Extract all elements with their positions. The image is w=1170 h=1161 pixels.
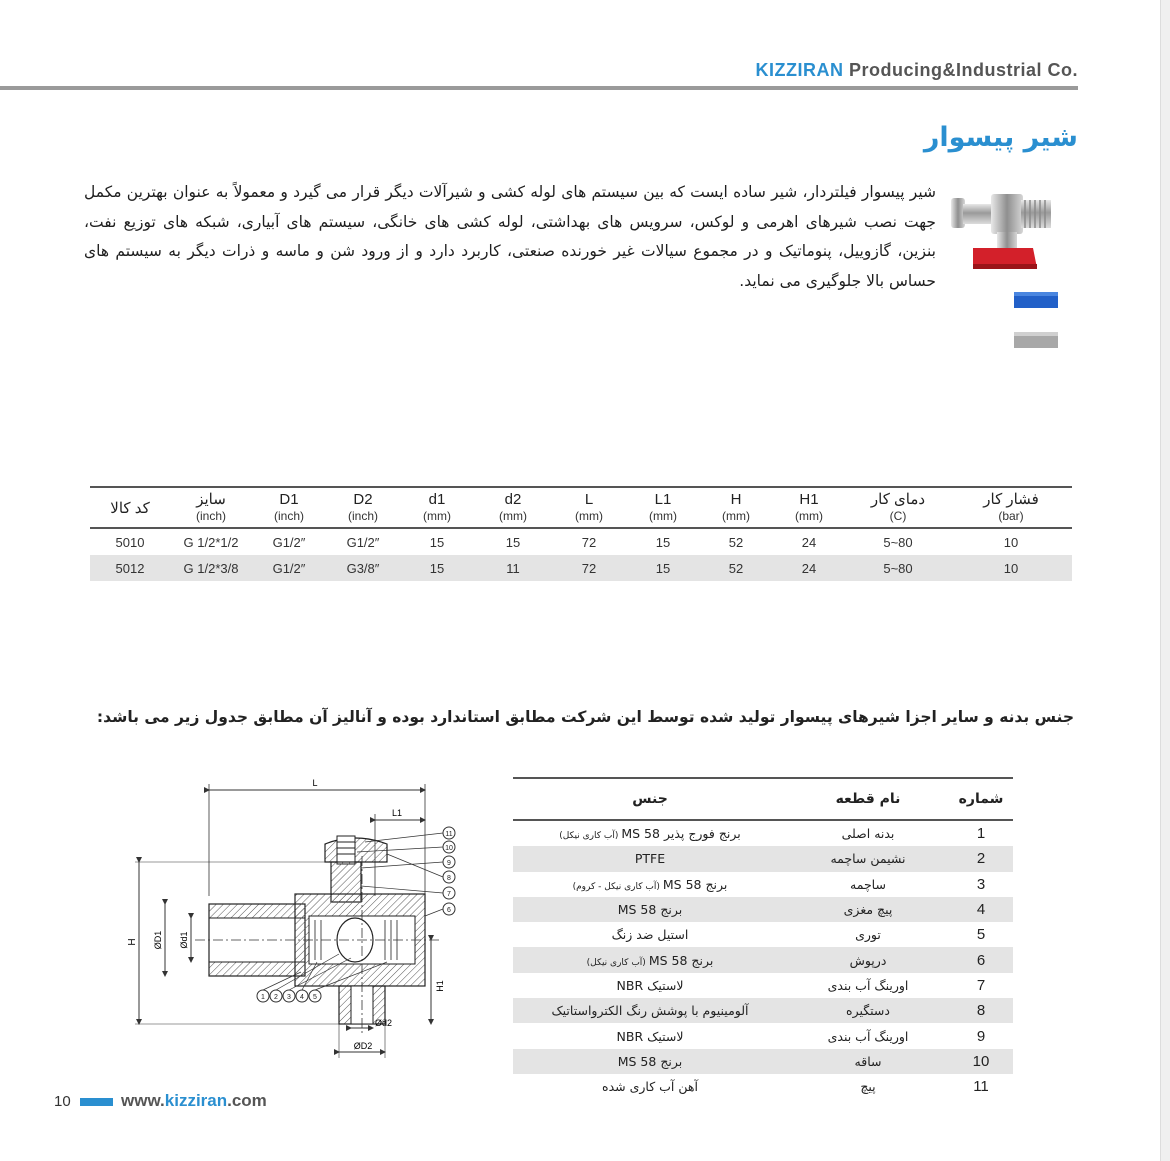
svg-text:2: 2 [274,994,278,1001]
table-row [513,872,1013,897]
table-row [513,947,1013,972]
spec-header: فشار کار (bar) [983,491,1039,523]
company-brand [755,60,1078,81]
website-link[interactable]: www.kizziran.com [121,1091,267,1110]
page-number: 10 [54,1093,71,1110]
product-photo-valve [945,186,1065,286]
table-row [513,897,1013,922]
table-row [513,973,1013,998]
material-note: جنس بدنه و سایر اجزا شیرهای پیسوار تولید شده توسط این شرکت مطابق استاندارد بوده و آنالیز آن مطابق جدول زیر می باشد: [96,708,1074,726]
spec-cell: 5~80 [883,534,913,550]
svg-text:5: 5 [313,994,317,1001]
spec-cell: G1/2″ [346,534,380,550]
part-material: لاستیک NBR [616,1028,684,1044]
part-number: 7 [976,976,986,994]
part-material: برنج MS 58(آب کاری نیکل - کروم) [572,876,728,892]
part-material: برنج MS 58(آب کاری نیکل) [513,947,787,972]
spec-cell: G 1/2*3/8 [170,555,252,581]
part-name: نشیمن ساچمه [787,846,949,871]
part-name: پیچ [860,1079,876,1095]
part-material: برنج فورج پذیر MS 58(آب کاری نیکل) [559,826,741,842]
svg-text:7: 7 [447,891,451,898]
svg-text:4: 4 [300,994,304,1001]
page-edge [1160,0,1170,1161]
spec-header: L (mm) [575,491,603,523]
dim-label-L1: L1 [391,808,403,818]
callout-6 [425,903,455,916]
spec-header: D1 (inch) [273,491,304,523]
spec-cell: 10 [1003,534,1019,550]
spec-header: H1 (mm) [795,491,823,523]
blue-handle-image [1012,288,1060,312]
spec-cell: 72 [552,555,626,581]
page-title: شیر پیسوار [923,122,1078,153]
svg-text:3: 3 [287,994,291,1001]
table-row [513,820,1013,846]
part-material-note: (آب کاری نیکل - کروم) [572,881,660,892]
table-row [513,922,1013,947]
spec-cell: 5010 [115,534,145,550]
spec-header: D2 (inch) [347,491,378,523]
technical-drawing [125,776,465,1066]
silver-handle-image [1012,328,1060,352]
part-name: توری [855,927,881,943]
spec-header: سایز (inch) [195,491,226,523]
spec-cell: 15 [626,555,700,581]
spec-header: دمای کار (C) [870,491,926,523]
part-material: استیل ضد زنگ [611,927,689,943]
product-description: شیر پیسوار فیلتردار، شیر ساده ایست که بین سیستم های لوله کشی و شیرآلات دیگر قرار می گیرد و معمولاً به عنوان بهترین مکمل جهت نصب شیرهای اهرمی و لوکس، سرویس های بهداشتی، لوله کشی های خانگی، سیستم های آبیاری، شبکه های توزیع نفت، بنزین، گازوییل، پنوماتیک و در مجموع سیالات غیر خورنده صنعتی، کاربرد دارد و از ورود شن و ماسه و ذرات دیگر به سیستم های حساس بالا جلوگیری می نماید. [84,183,936,290]
part-number: 11 [973,1078,989,1096]
spec-cell: 5012 [90,555,170,581]
spec-cell: 15 [400,555,474,581]
part-number: 10 [949,1049,1013,1074]
dim-label-d2: Ød2 [375,1018,393,1028]
parts-header-row [513,778,1013,820]
part-name: اورینگ آب بندی [827,1028,909,1044]
table-row [513,1049,1013,1074]
svg-text:9: 9 [447,860,451,867]
brand-rest: Producing&Industrial Co. [843,60,1078,80]
table-row [513,846,1013,871]
spec-cell: 15 [429,534,445,550]
part-material: برنج MS 58 [513,1049,787,1074]
table-row [90,528,1072,555]
spec-table [90,486,1072,581]
part-name: پیچ مغزی [787,897,949,922]
spec-cell: G1/2″ [272,534,306,550]
spec-cell: 52 [728,534,744,550]
part-number: 3 [976,875,986,893]
part-number: 9 [976,1027,986,1045]
parts-header-material: جنس [632,791,668,807]
part-name: ساچمه [850,876,886,892]
spec-cell: 10 [950,555,1072,581]
spec-header: d1 (mm) [423,491,451,523]
footer-bar [80,1098,113,1106]
spec-cell: 72 [581,534,597,550]
spec-header: کد کالا [110,499,150,517]
part-material-note: (آب کاری نیکل) [586,957,646,968]
header-divider [0,86,1078,90]
part-number: 6 [949,947,1013,972]
parts-header-name: نام قطعه [835,791,901,807]
part-number: 5 [976,926,986,944]
spec-header: d2 (mm) [499,491,527,523]
dim-label-d1: Ød1 [179,931,189,949]
part-material: آهن آب کاری شده [602,1079,698,1095]
svg-text:6: 6 [447,907,451,914]
spec-cell: 52 [700,555,772,581]
spec-cell: 11 [474,555,552,581]
spec-cell: 5~80 [846,555,950,581]
dim-label-H: H [127,938,138,946]
spec-header: L1 (mm) [649,491,677,523]
spec-header: H (mm) [722,491,750,523]
table-row [513,1023,1013,1048]
dim-label-D1: ØD1 [153,930,163,950]
part-name: درپوش [787,947,949,972]
part-name: دستگیره [787,998,949,1023]
spec-header-row [90,487,1072,528]
part-material-note: (آب کاری نیکل) [559,831,619,842]
callout-11 [365,827,455,842]
spec-cell: 24 [772,555,846,581]
spec-cell: 15 [505,534,521,550]
dim-label-D2: ØD2 [353,1041,373,1051]
parts-header-number: شماره [958,791,1004,807]
spec-cell: 15 [655,534,671,550]
dim-label-L: L [312,778,318,788]
spec-cell: 24 [801,534,817,550]
part-number: 4 [949,897,1013,922]
part-name: ساقه [787,1049,949,1074]
spec-cell: G3/8″ [326,555,400,581]
table-row [90,555,1072,581]
part-number: 1 [976,825,986,843]
part-name: اورینگ آب بندی [827,977,909,993]
part-material: لاستیک NBR [616,977,684,993]
part-number: 8 [949,998,1013,1023]
part-material: آلومینیوم با پوشش رنگ الکترواستاتیک [513,998,787,1023]
part-material: برنج MS 58 [513,897,787,922]
parts-table [513,777,1013,1099]
part-material: PTFE [513,846,787,871]
svg-text:10: 10 [445,845,453,852]
part-number: 2 [949,846,1013,871]
svg-text:1: 1 [261,994,265,1001]
svg-text:8: 8 [447,875,451,882]
brand-accent: KIZZIRAN [755,60,844,80]
dim-label-H1: H1 [435,980,445,992]
table-row [513,1074,1013,1099]
spec-cell: G 1/2*1/2 [183,534,239,550]
spec-cell: G1/2″ [252,555,326,581]
part-name: بدنه اصلی [841,826,895,842]
svg-text:11: 11 [445,831,453,838]
table-row [513,998,1013,1023]
